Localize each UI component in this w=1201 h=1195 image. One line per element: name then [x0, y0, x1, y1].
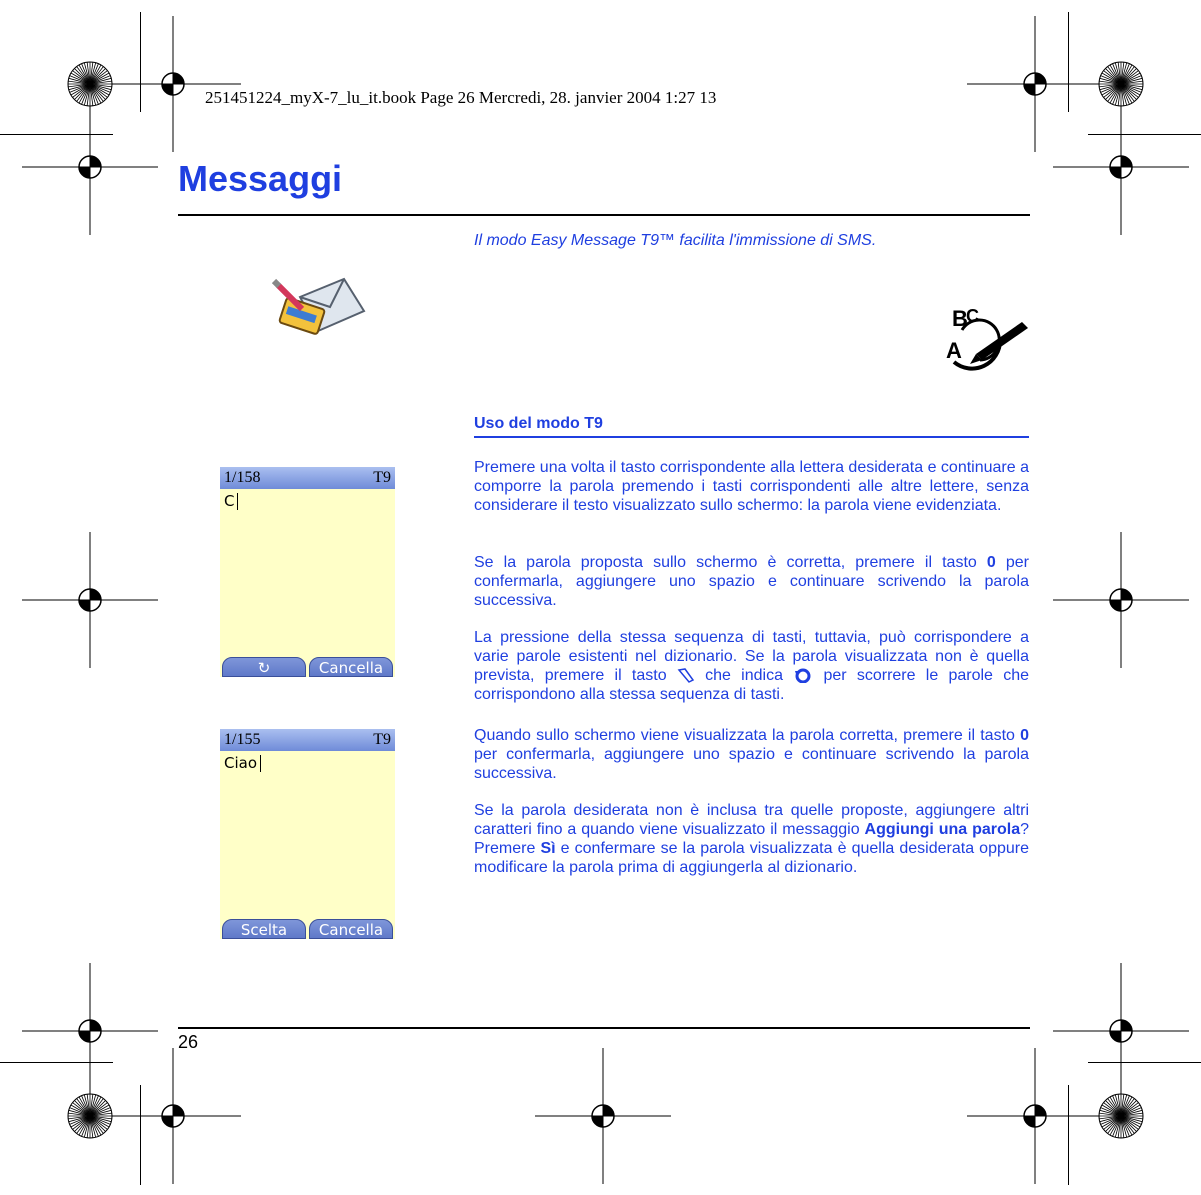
paragraph-2 [474, 553, 1029, 610]
input-mode: T9 [373, 469, 391, 486]
registration-mark-icon [105, 1048, 241, 1184]
paragraph-1: Premere una volta il tasto corrispondente alla lettera desiderata e continuare a comporre la parola premendo i tasti corrispondenti alle altre lettere, senza considerare il testo visualizzato sullo schermo: la parola viene evidenziata. [474, 459, 1029, 514]
text-cursor [260, 755, 261, 772]
registration-mark-icon [105, 16, 241, 152]
paragraph-3 [474, 628, 1029, 704]
text-run: Se la parola desiderata non è inclusa tra quelle proposte, aggiungere altri caratteri fino a quando viene visualizzato il messaggio [474, 802, 1029, 838]
status-bar [220, 729, 395, 751]
registration-mark-icon [967, 1048, 1103, 1184]
text-run: La pressione della stessa sequenza di tasti, tuttavia, può corrispondere a varie parole esistenti nel dizionario. Se la parola visualizzata non è quella prevista, premere il tasto [474, 629, 1029, 684]
svg-text:A: A [946, 338, 962, 363]
text-run: ? Premere [474, 821, 1029, 857]
registration-mark-icon [22, 963, 158, 1099]
messages-envelope-icon [272, 275, 367, 345]
svg-text:C: C [966, 306, 979, 326]
footer-rule [178, 1027, 1030, 1029]
registration-mark-icon [22, 99, 158, 235]
text-input [224, 492, 238, 510]
message-counter: 1/155 [224, 731, 261, 748]
starburst-icon [68, 1094, 112, 1138]
cancel-softkey[interactable]: Cancella [309, 657, 393, 677]
text-run: per scorrere le parole che corrispondono alla stessa sequenza di tasti. [474, 667, 1030, 703]
text-run: Quando sullo schermo viene visualizzata la parola corretta, premere il tasto [474, 727, 1021, 744]
text-run: Se la parola proposta sullo schermo è corretta, premere il tasto [474, 554, 987, 571]
text-run: per confermarla, aggiungere uno spazio e continuare scrivendo la parola successiva. [474, 554, 1029, 609]
registration-mark-icon [967, 16, 1103, 152]
text-cursor [237, 493, 238, 510]
section-heading: Uso del modo T9 [474, 415, 603, 432]
add-word-label: Aggiungi una parola [864, 821, 1021, 838]
key-zero: 0 [986, 554, 996, 571]
registration-mark-icon [1053, 99, 1189, 235]
starburst-icon [1099, 1094, 1143, 1138]
status-bar [220, 467, 395, 489]
section-rule [474, 436, 1029, 438]
phone-screen-1 [220, 467, 395, 677]
registration-mark-icon [1053, 532, 1189, 668]
text-run: e confermare se la parola visualizzata è quella desiderata oppure modificare la parola prima di aggiungerla al dizionario. [474, 840, 1030, 876]
nav-key-icon [677, 667, 695, 683]
scroll-softkey[interactable]: ↻ [222, 657, 306, 677]
svg-text:B: B [952, 306, 968, 331]
key-zero: 0 [1020, 727, 1029, 744]
book-slug: 251451224_myX-7_lu_it.book Page 26 Mercredi, 28. janvier 2004 1:27 13 [205, 88, 717, 107]
text-run: per confermarla, aggiungere uno spazio e continuare scrivendo la parola successiva. [474, 746, 1029, 782]
starburst-icon [68, 62, 112, 106]
paragraph-5 [474, 801, 1029, 877]
paragraph-4 [474, 726, 1029, 783]
cancel-softkey[interactable]: Cancella [309, 919, 393, 939]
registration-mark-icon [535, 1048, 671, 1184]
title-rule [178, 214, 1030, 216]
abc-pen-icon [940, 300, 1030, 375]
registration-mark-icon [1053, 963, 1189, 1099]
scroll-icon [793, 667, 813, 683]
phone-screen-2 [220, 729, 395, 939]
starburst-icon [1099, 62, 1143, 106]
message-counter: 1/158 [224, 469, 261, 486]
registration-mark-icon [22, 532, 158, 668]
page-title: Messaggi [178, 158, 343, 199]
input-mode: T9 [373, 731, 391, 748]
text-input [224, 754, 261, 772]
intro-text: Il modo Easy Message T9™ facilita l'immissione di SMS. [474, 232, 877, 249]
page-number: 26 [178, 1032, 199, 1052]
typed-text: C [224, 492, 235, 510]
text-run: che indica [694, 667, 794, 684]
yes-label: Sì [540, 840, 556, 857]
typed-text: Ciao [224, 754, 258, 772]
choice-softkey[interactable]: Scelta [222, 919, 306, 939]
